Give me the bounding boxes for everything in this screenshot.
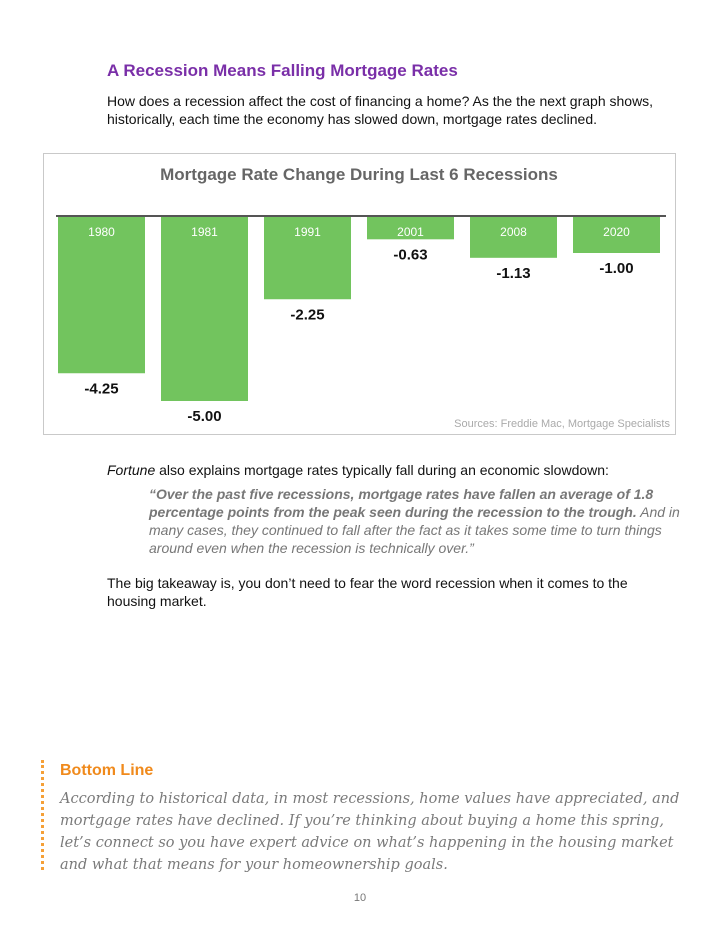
section-title: A Recession Means Falling Mortgage Rates <box>107 61 458 80</box>
category-label-2020: 2020 <box>603 225 630 239</box>
category-label-2008: 2008 <box>500 225 527 239</box>
chart-source: Sources: Freddie Mac, Mortgage Specialists <box>454 418 670 430</box>
fortune-intro <box>107 461 697 479</box>
category-label-1981: 1981 <box>191 225 218 239</box>
category-label-1991: 1991 <box>294 225 321 239</box>
bottom-line-title: Bottom Line <box>60 762 154 779</box>
category-label-1980: 1980 <box>88 225 115 239</box>
takeaway-paragraph: The big takeaway is, you don’t need to fear the word recession when it comes to the housing market. <box>107 575 628 609</box>
fortune-intro-text: also explains mortgage rates typically fall during an economic slowdown: <box>155 462 609 478</box>
value-label-1981: -5.00 <box>187 408 222 425</box>
mortgage-rate-chart <box>43 153 676 435</box>
quote-bold-part: “Over the past five recessions, mortgage rates have fallen an average of 1.8 percentage points from the peak seen during the recession to the trough. <box>149 486 654 520</box>
bar-1981 <box>161 216 248 401</box>
fortune-quote <box>149 485 694 557</box>
value-label-1991: -2.25 <box>290 306 325 324</box>
intro-paragraph: How does a recession affect the cost of financing a home? As the the next graph shows, historically, each time the economy has slowed down, mortgage rates declined. <box>107 93 654 127</box>
value-label-2001: -0.63 <box>393 246 428 264</box>
quote-rest-part: And in many cases, they continued to fall after the fact as it takes some time to turn things around even when the recession is technically over.” <box>149 504 680 556</box>
value-label-1980: -4.25 <box>84 380 119 398</box>
bottom-line-accent-rule <box>41 760 44 870</box>
value-label-2008: -1.13 <box>496 264 531 282</box>
value-label-2020: -1.00 <box>599 260 634 277</box>
fortune-source-name: Fortune <box>107 462 156 478</box>
chart-canvas <box>44 154 675 434</box>
page-number: 10 <box>353 892 367 904</box>
bottom-line-text: According to historical data, in most recessions, home values have appreciated, and mortgage rates have declined. If you’re thinking about buying a home this spring, let’s connect so you have expert advice on what’s happening in the housing market and what that means for your homeownership goals. <box>60 791 680 873</box>
chart-title: Mortgage Rate Change During Last 6 Recessions <box>160 165 558 184</box>
category-label-2001: 2001 <box>397 225 424 239</box>
bar-1980 <box>58 216 145 373</box>
